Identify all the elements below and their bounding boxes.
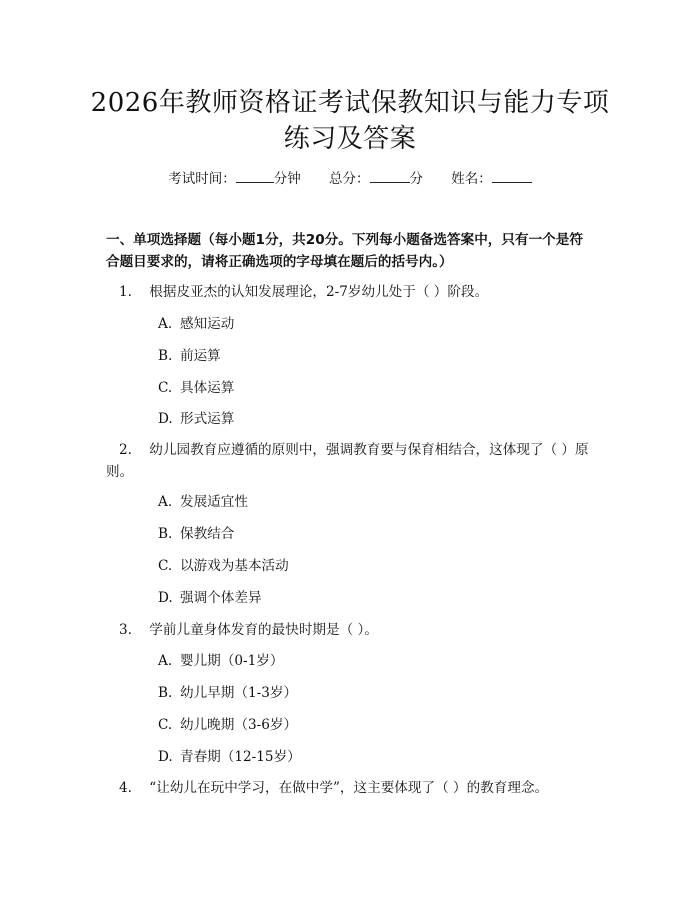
option-text: 前运算	[180, 348, 221, 364]
question-text: 学前儿童身体发育的最快时期是（ ）。	[149, 622, 378, 638]
option-text: 幼儿晚期（3-6岁）	[180, 717, 298, 733]
name-label: 姓名：	[451, 171, 492, 187]
option-text: 感知运动	[180, 316, 235, 332]
option-text: 发展适宜性	[180, 494, 248, 510]
option-1-c	[158, 378, 234, 398]
option-letter: C.	[158, 558, 173, 574]
option-text: 青春期（12-15岁）	[180, 749, 301, 765]
question-number: 3.	[119, 622, 132, 638]
name-blank	[492, 168, 532, 183]
option-text: 具体运算	[180, 380, 235, 396]
option-1-a	[158, 314, 234, 334]
total-score-unit: 分	[409, 171, 423, 187]
document-title-line-2: 练习及答案	[283, 124, 417, 154]
section-heading: 一、单项选择题（每小题1分，共20分。下列每小题备选答案中，只有一个是符合题目要求的，请将正确选项的字母填在题后的括号内。）	[106, 232, 583, 270]
option-3-d	[158, 747, 301, 767]
total-score-field	[329, 168, 423, 189]
option-2-b	[158, 524, 234, 544]
question-4	[106, 777, 592, 799]
option-letter: D.	[158, 590, 173, 606]
exam-info-line	[0, 168, 700, 189]
option-letter: A.	[158, 316, 173, 332]
question-text: 幼儿园教育应遵循的原则中，强调教育要与保育相结合，这体现了（ ）原则。	[106, 442, 589, 480]
option-letter: C.	[158, 380, 173, 396]
option-letter: B.	[158, 526, 173, 542]
question-number: 2.	[119, 442, 132, 458]
option-2-a	[158, 492, 248, 512]
option-text: 保教结合	[180, 526, 235, 542]
option-text: 强调个体差异	[180, 590, 262, 606]
name-field	[451, 168, 532, 189]
exam-time-label: 考试时间：	[168, 171, 236, 187]
option-text: 以游戏为基本活动	[180, 558, 289, 574]
question-text: “让幼儿在玩中学习，在做中学”，这主要体现了（ ）的教育理念。	[149, 780, 549, 796]
option-1-b	[158, 346, 221, 366]
option-3-a	[158, 651, 283, 671]
option-letter: B.	[158, 348, 173, 364]
question-3	[106, 619, 592, 641]
option-letter: B.	[158, 685, 173, 701]
question-text: 根据皮亚杰的认知发展理论，2-7岁幼儿处于（ ）阶段。	[149, 284, 489, 300]
option-text: 幼儿早期（1-3岁）	[180, 685, 298, 701]
option-text: 婴儿期（0-1岁）	[180, 653, 284, 669]
question-number: 1.	[119, 284, 132, 300]
question-number: 4.	[119, 780, 132, 796]
document-title-line-1: 2026年教师资格证考试保教知识与能力专项	[90, 88, 610, 118]
option-letter: A.	[158, 494, 173, 510]
option-3-b	[158, 683, 297, 703]
option-1-d	[158, 409, 234, 429]
option-letter: D.	[158, 749, 173, 765]
total-score-blank	[370, 168, 410, 183]
option-letter: C.	[158, 717, 173, 733]
option-2-c	[158, 556, 289, 576]
exam-time-field	[168, 168, 301, 189]
option-3-c	[158, 715, 297, 735]
total-score-label: 总分：	[329, 171, 370, 187]
exam-time-unit: 分钟	[273, 171, 301, 187]
option-2-d	[158, 588, 262, 608]
option-letter: A.	[158, 653, 173, 669]
exam-time-blank	[236, 168, 274, 183]
option-text: 形式运算	[180, 411, 235, 427]
question-2	[106, 439, 592, 483]
option-letter: D.	[158, 411, 173, 427]
question-1	[106, 281, 592, 303]
